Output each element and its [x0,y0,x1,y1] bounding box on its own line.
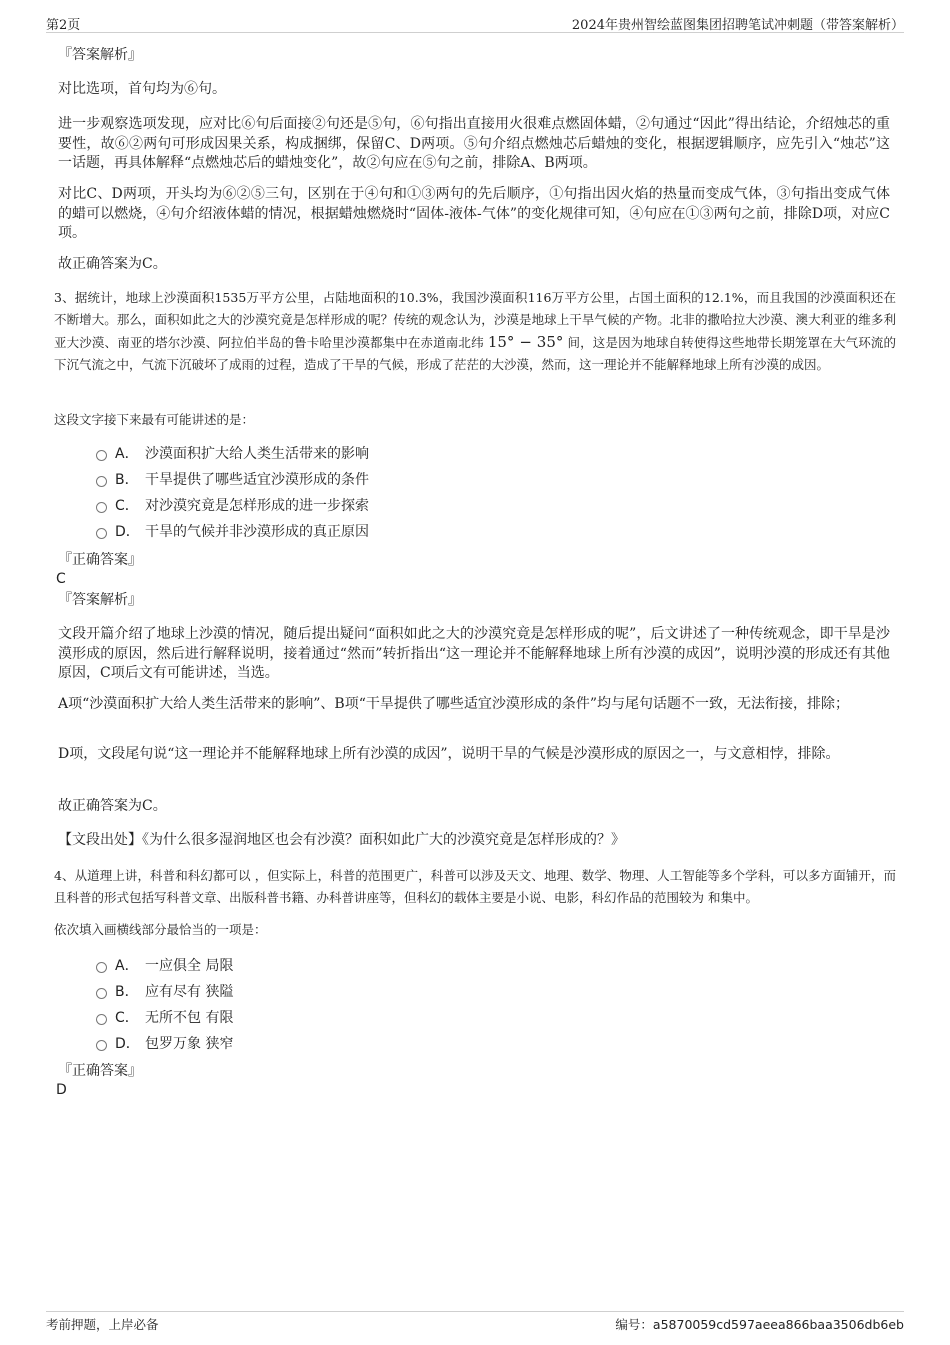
q3-latitude-range: 15° − 35° [487,333,564,351]
q4-option-a[interactable]: A． 一应俱全 局限 [96,956,233,976]
q2-analysis-label: 『答案解析』 [58,47,142,63]
q3-analysis-p4: 故正确答案为C。 [58,798,167,814]
q4-prompt: 依次填入画横线部分最恰当的一项是： [54,922,267,937]
q3-option-a[interactable]: A． 沙漠面积扩大给人类生活带来的影响 [96,444,369,464]
radio-icon[interactable] [96,1040,107,1051]
q3-prompt: 这段文字接下来最有可能讲述的是： [54,412,255,427]
page-footer [46,1311,904,1336]
q3-source: 【文段出处】《为什么很多湿润地区也会有沙漠？面积如此广大的沙漠究竟是怎样形成的？》 [58,832,625,848]
q3-answer: C [56,571,66,587]
q2-analysis-p2: 进一步观察选项发现，应对比⑥句后面接②句还是⑤句，⑥句指出直接用火很难点燃固体蜡，②句通过“因此”得出结论，介绍烛芯的重要性，故⑥②两句可形成因果关系，构成捆绑，保留C、D两项。⑤句介绍点燃烛芯后蜡烛的变化，根据逻辑顺序，应先引入“烛芯”这一话题，再具体解释“点燃烛芯后的蜡烛变化”，故②句应在⑤句之前，排除A、B两项。 [58,116,890,171]
footer-slogan: 考前押题，上岸必备 [46,1317,159,1332]
radio-icon[interactable] [96,450,107,461]
q3-analysis-p1: 文段开篇介绍了地球上沙漠的情况，随后提出疑问“面积如此之大的沙漠究竟是怎样形成的呢”，后文讲述了一种传统观念，即干旱是沙漠形成的原因，然后进行解释说明，接着通过“然而”转折指出“这一理论并不能解释地球上所有沙漠的成因”，说明沙漠的形成还有其他原因，C项后文有可能讲述，当选。 [58,626,890,681]
q3-analysis-p3: D项，文段尾句说“这一理论并不能解释地球上所有沙漠的成因”，说明干旱的气候是沙漠形成的原因之一，与文意相悖，排除。 [58,746,840,762]
q3-stem-part-a: 3、据统计，地球上沙漠面积1535万平方公里，占陆地面积的10.3%，我国沙漠面积116万平方公里，占国土面积的12.1%，而且我国的沙漠面积还在不断增大。那么，面积如此之大的沙漠究竟是怎样形成的呢？传统的观念认为，沙漠是地球上干旱气候的产物。北非的撒哈拉大沙漠、澳大利亚的维多利亚大沙漠、南亚的塔尔沙漠、阿拉伯半岛的鲁卡哈里沙漠都集中在赤道南北纬 [54,290,896,350]
radio-icon[interactable] [96,502,107,513]
page-number: 第2页 [46,18,81,33]
q4-option-d[interactable]: D． 包罗万象 狭窄 [96,1034,233,1054]
document-id: 编号：a5870059cd597aeea866baa3506db6eb [615,1317,904,1332]
q4-stem: 4、从道理上讲，科普和科幻都可以 ，但实际上，科普的范围更广，科普可以涉及天文、地理、数学、物理、人工智能等多个学科，可以多方面铺开，而且科普的形式包括写科普文章、出版科普书籍、办科普讲座等，但科幻的载体主要是小说、电影，科幻作品的范围较为 和集中。 [54,868,896,905]
radio-icon[interactable] [96,988,107,999]
radio-icon[interactable] [96,476,107,487]
q3-answer-label: 『正确答案』 [58,552,142,568]
document-title: 2024年贵州智绘蓝图集团招聘笔试冲刺题（带答案解析） [571,18,904,33]
q2-analysis-p4: 故正确答案为C。 [58,256,167,272]
q3-analysis-p2: A项“沙漠面积扩大给人类生活带来的影响”、B项“干旱提供了哪些适宜沙漠形成的条件”均与尾句话题不一致，无法衔接，排除； [58,696,850,712]
q3-option-c[interactable]: C． 对沙漠究竟是怎样形成的进一步探索 [96,496,369,516]
radio-icon[interactable] [96,528,107,539]
q3-option-d[interactable]: D． 干旱的气候并非沙漠形成的真正原因 [96,522,369,542]
q3-option-b[interactable]: B． 干旱提供了哪些适宜沙漠形成的条件 [96,470,369,490]
page-header [46,12,904,33]
q4-option-c[interactable]: C． 无所不包 有限 [96,1008,233,1028]
q2-analysis-p1: 对比选项，首句均为⑥句。 [58,81,226,97]
q3-analysis-label: 『答案解析』 [58,592,142,608]
q3-stem [54,287,896,376]
q3-stem-part-b: 间，这是因为地球自转使得这些地带长期笼罩在大气环流的下沉气流之中，气流下沉破坏了成雨的过程，造成了干旱的气候，形成了茫茫的大沙漠，然而，这一理论并不能解释地球上所有沙漠的成因。 [54,335,896,372]
q4-answer-label: 『正确答案』 [58,1063,142,1079]
q4-option-b[interactable]: B． 应有尽有 狭隘 [96,982,233,1002]
radio-icon[interactable] [96,1014,107,1025]
q2-analysis-p3: 对比C、D两项，开头均为⑥②⑤三句，区别在于④句和①③两句的先后顺序，①句指出因火焰的热量而变成气体，③句指出变成气体的蜡可以燃烧，④句介绍液体蜡的情况，根据蜡烛燃烧时“固体-液体-气体”的变化规律可知，④句应在①③两句之前，排除D项，对应C项。 [58,186,890,241]
q4-answer: D [56,1082,67,1098]
radio-icon[interactable] [96,962,107,973]
